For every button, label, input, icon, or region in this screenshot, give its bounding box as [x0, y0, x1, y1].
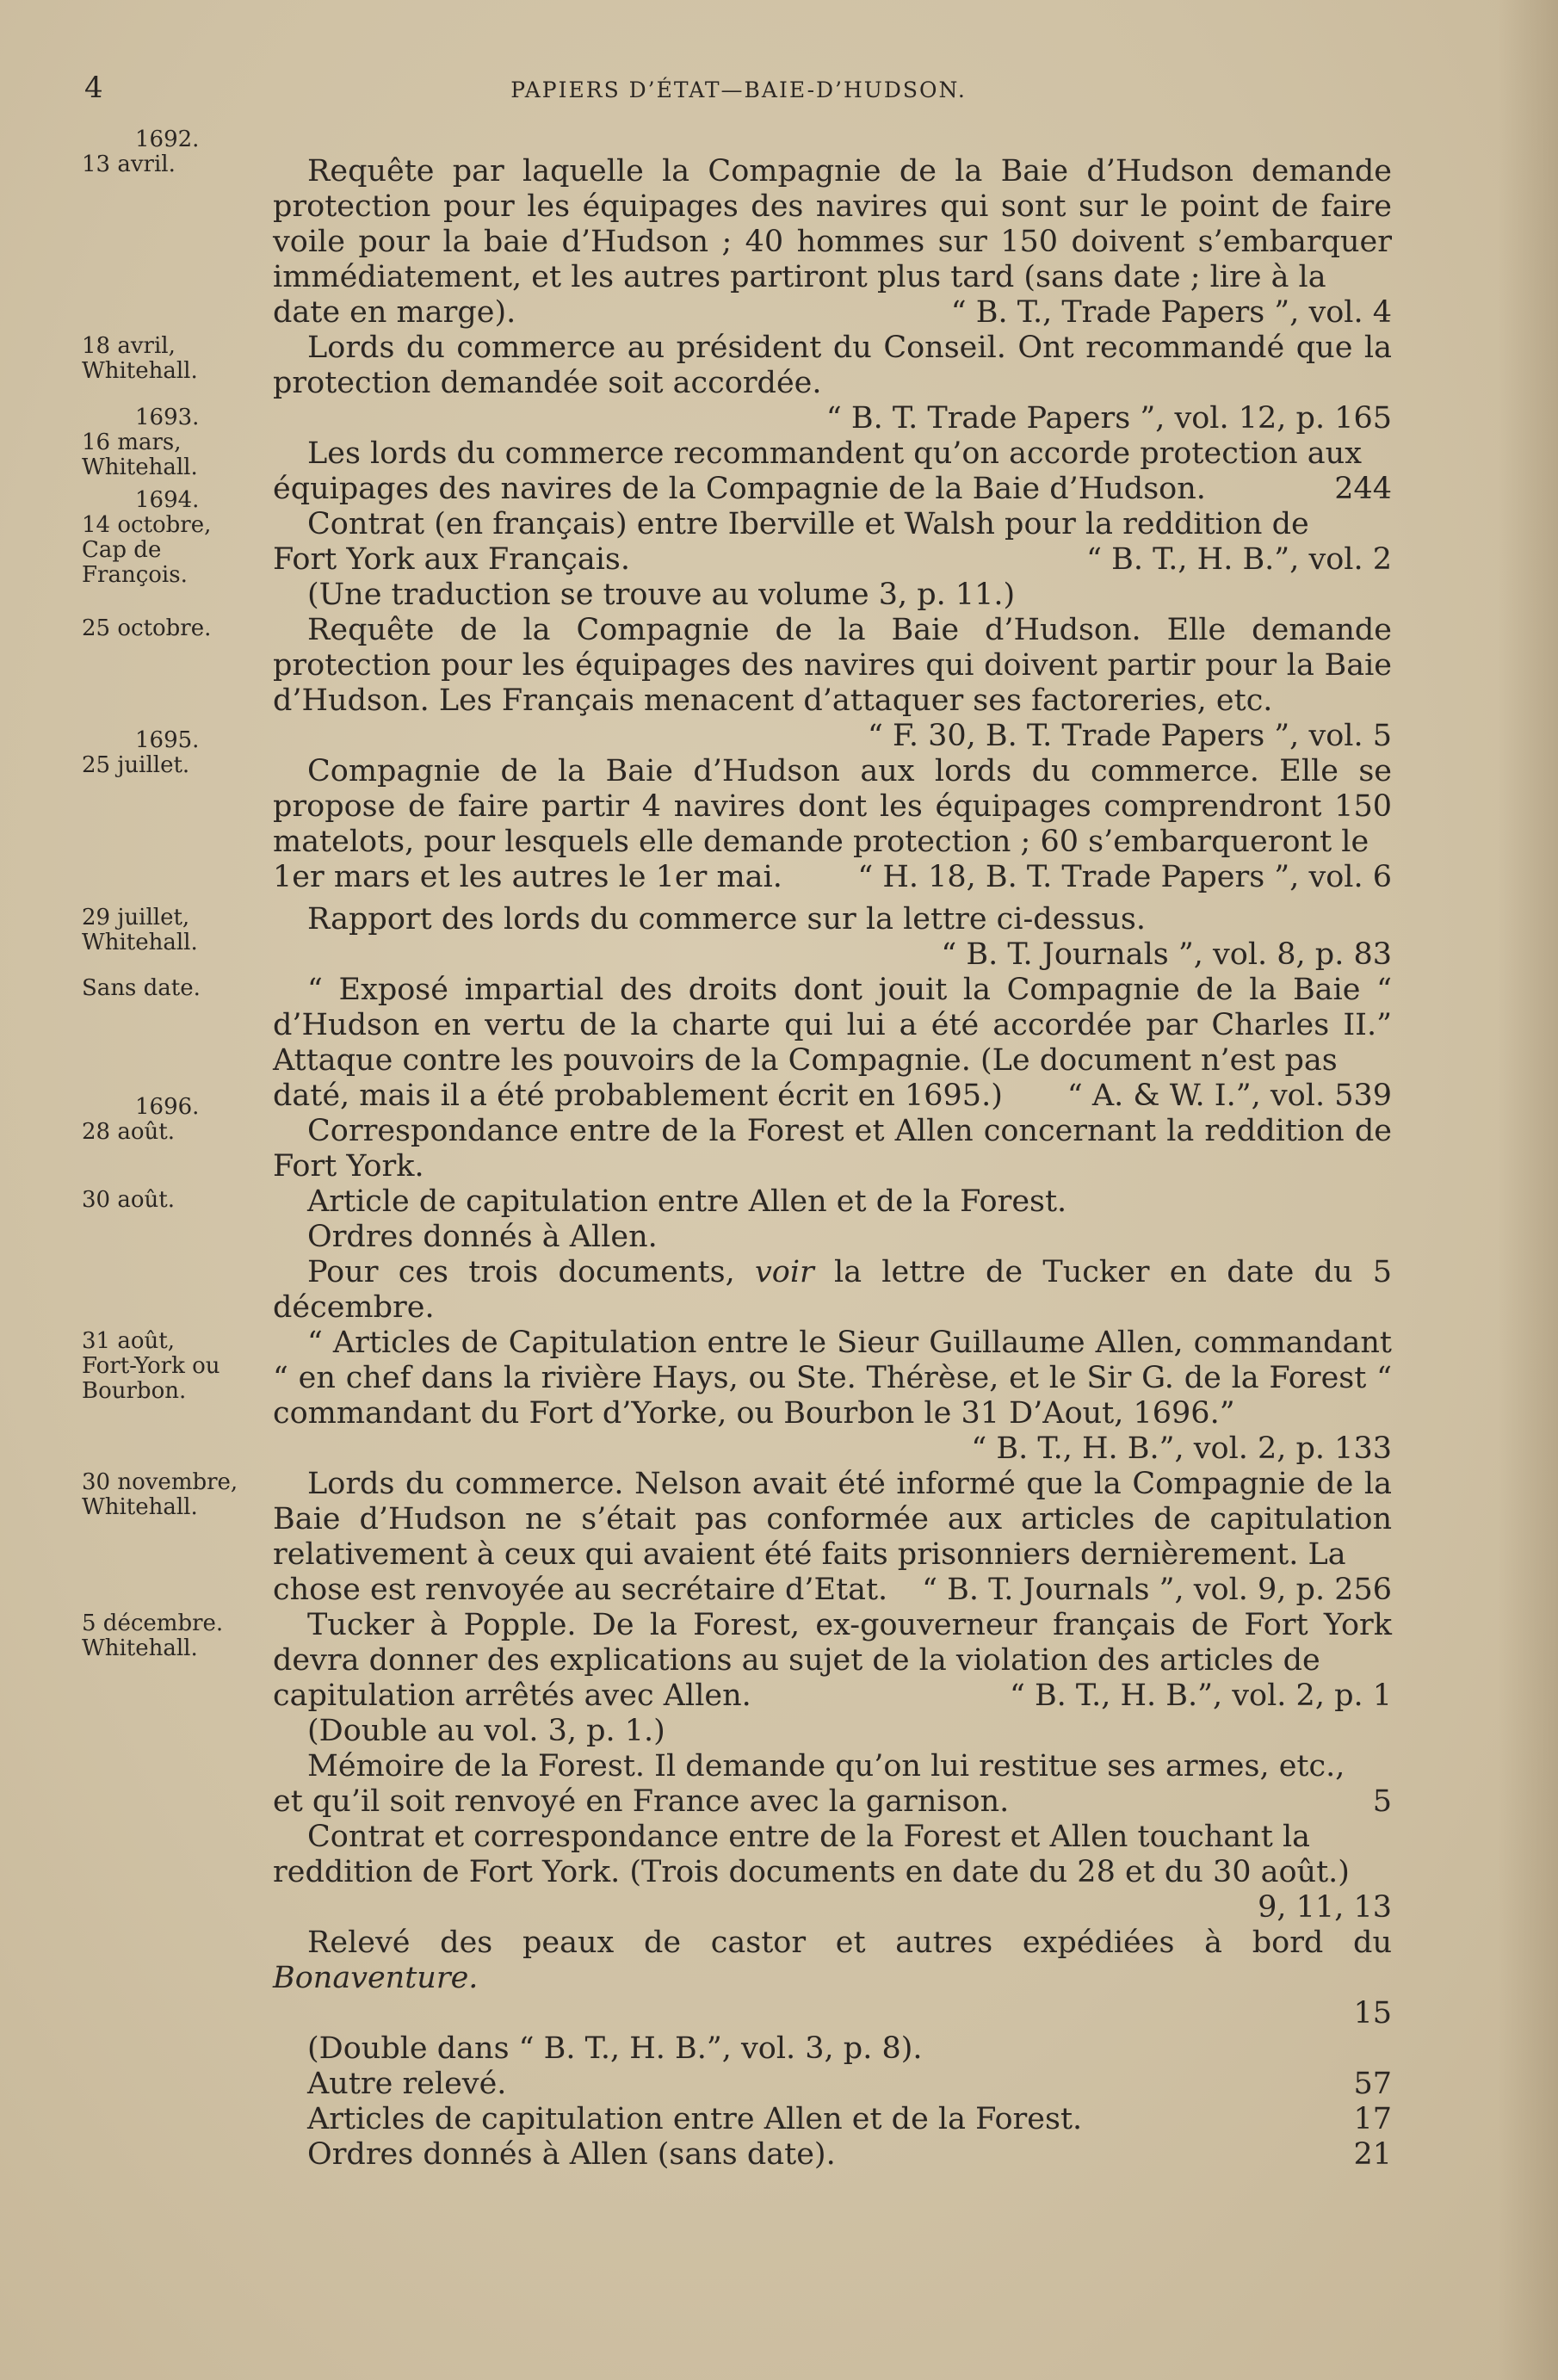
continuation-text: Mémoire de la Forest. Il demande qu’on lui restitue ses armes, etc., — [307, 1749, 1345, 1783]
entry-text-block — [273, 507, 1392, 613]
margin-day: 25 octobre. — [82, 615, 212, 641]
entry-reference: “ A. & W. I.”, vol. 539 — [1066, 1079, 1392, 1113]
entry-tail-line — [273, 1573, 1392, 1608]
entry-tail-text: chose est renvoyée au secrétaire d’Etat. — [273, 1573, 888, 1607]
voir-before: Pour ces trois documents, — [307, 1255, 735, 1289]
final-line — [273, 2031, 1392, 2067]
margin-year: 1692. — [135, 127, 200, 152]
final-line-text: Ordres donnés à Allen (sans date). — [307, 2137, 836, 2172]
continuation-text: Contrat et correspondance entre de la Forest et Allen touchant la — [307, 1820, 1311, 1854]
entry-text: Article de capitulation entre Allen et de la Forest. — [307, 1184, 1067, 1219]
entry — [82, 613, 1399, 754]
entry-reference: “ B. T., H. B.”, vol. 2, p. 1 — [1009, 1678, 1392, 1713]
entry-reference: “ B. T., H. B.”, vol. 2 — [1086, 542, 1392, 577]
continuation-reference: 9, 11, 13 — [1258, 1890, 1392, 1925]
margin-place: Whitehall. — [82, 930, 198, 955]
entry-tail-line — [273, 472, 1392, 507]
entry-tail-text: daté, mais il a été probablement écrit en 1695.) — [273, 1079, 1003, 1113]
entry-tail-line — [273, 295, 1392, 331]
margin-date — [82, 616, 263, 641]
entry-note: (Double au vol. 3, p. 1.) — [307, 1714, 665, 1748]
entry-text-block — [273, 331, 1392, 436]
entry-note: (Une traduction se trouve au volume 3, p. 11.) — [307, 578, 1016, 612]
entry-tail-text: équipages des navires de la Compagnie de la Baie d’Hudson. — [273, 472, 1206, 506]
margin-place: Whitehall. — [82, 454, 198, 480]
margin-place: Cap de François. — [82, 537, 188, 588]
entry-text: Contrat (en français) entre Iberville et Walsh pour la reddition de — [307, 507, 1309, 541]
margin-date — [82, 127, 263, 177]
entry-tail-text: date en marge). — [273, 295, 516, 330]
margin-place: Fort-York ou Bourbon. — [82, 1353, 220, 1404]
margin-day: 18 avril, — [82, 333, 176, 359]
entry-text: Les lords du commerce recommandent qu’on accorde protection aux — [307, 436, 1362, 471]
voir-after: la lettre de Tucker en date du 5 décembre. — [273, 1255, 1392, 1325]
continuation-tail-text: et qu’il soit renvoyé en France avec la garnison. — [273, 1784, 1010, 1819]
page-edge-shadow — [1498, 0, 1558, 2380]
final-line-ref: 17 — [1353, 2102, 1392, 2136]
entry — [82, 129, 1399, 331]
entry-text-block — [273, 902, 1392, 973]
margin-day: 16 mars, — [82, 430, 182, 455]
final-line-text: Articles de capitulation entre Allen et de la Forest. — [307, 2102, 1083, 2136]
entry-tail-line — [273, 1079, 1392, 1114]
margin-date — [82, 728, 263, 778]
margin-day: 28 août. — [82, 1119, 175, 1145]
margin-day: 14 octobre, — [82, 512, 212, 538]
margin-date — [82, 405, 263, 480]
entry-tail-line — [273, 860, 1392, 895]
continuation-reference: 5 — [1372, 1784, 1392, 1819]
entry — [82, 1467, 1399, 1608]
entry-text-block — [273, 1467, 1392, 1608]
entry-tail-line — [273, 542, 1392, 578]
continuation-tail-text: reddition de Fort York. (Trois documents en date du 28 et du 30 août.) — [273, 1855, 1350, 1889]
margin-date — [82, 1470, 263, 1520]
entry-text: “ Exposé impartial des droits dont jouit la Compagnie de la Baie “ d’Hudson en vertu de la charte qui lui a été accordée par Charles II.” Attaque contre les pouvoirs de la Compagnie. (Le document n’est pas — [273, 973, 1392, 1078]
final-line-text: Autre relevé. — [307, 2067, 507, 2101]
margin-date — [82, 976, 263, 1001]
entry-text: Compagnie de la Baie d’Hudson aux lords du commerce. Elle se propose de faire partir 4 navires dont les équipages comprendront 150 matelots, pour lesquels elle demande protection ; 60 s’embarqueront le — [273, 754, 1392, 859]
margin-day: 30 novembre, — [82, 1469, 238, 1495]
entry-line: Ordres donnés à Allen. — [307, 1220, 658, 1254]
ship-name: Bonaventure. — [273, 1961, 479, 1995]
margin-year: 1693. — [135, 405, 200, 430]
margin-place: Whitehall. — [82, 1494, 198, 1520]
margin-day: 13 avril. — [82, 151, 176, 177]
entry — [82, 973, 1399, 1114]
entry — [82, 1326, 1399, 1467]
final-line — [273, 2067, 1392, 2102]
entry-text: Lords du commerce. Nelson avait été informé que la Compagnie de la Baie d’Hudson ne s’était pas conformée aux articles de capitulation relativement à ceux qui avaient été faits prisonniers dernièrement. La — [273, 1467, 1392, 1572]
margin-year: 1696. — [135, 1094, 200, 1120]
margin-day: 29 juillet, — [82, 905, 190, 930]
voir-word: voir — [754, 1255, 814, 1289]
margin-date — [82, 488, 263, 588]
margin-day: 31 août, — [82, 1328, 175, 1354]
entry-voir-line — [273, 1255, 1392, 1326]
margin-date — [82, 1329, 263, 1404]
entry-reference: “ B. T. Trade Papers ”, vol. 12, p. 165 — [825, 401, 1392, 436]
margin-date — [82, 1611, 263, 1661]
margin-place: Whitehall. — [82, 1635, 198, 1661]
page-number: 4 — [84, 71, 103, 105]
entry-text: Requête de la Compagnie de la Baie d’Hudson. Elle demande protection pour les équipages des navires qui doivent partir pour la Baie d’Hudson. Les Français menacent d’attaquer ses factoreries, etc. — [273, 613, 1392, 718]
entry-text: Lords du commerce au président du Conseil. Ont recommandé que la protection demandée soit accordée. — [273, 331, 1392, 400]
margin-day: 30 août. — [82, 1187, 175, 1213]
entry — [82, 1608, 1399, 2173]
entry-text: Tucker à Popple. De la Forest, ex-gouverneur français de Fort York devra donner des explications au sujet de la violation des articles de — [273, 1608, 1392, 1678]
entry-text-block — [273, 129, 1392, 331]
entry-tail-text: Fort York aux Français. — [273, 542, 631, 577]
entry — [82, 902, 1399, 973]
final-line — [273, 2102, 1392, 2137]
entry-reference: 244 — [1334, 472, 1392, 506]
margin-day: 25 juillet. — [82, 752, 190, 778]
document-body — [82, 129, 1399, 2173]
entry-reference: “ B. T., Trade Papers ”, vol. 4 — [950, 295, 1392, 330]
entry — [82, 1184, 1399, 1326]
entry-reference: “ B. T., H. B.”, vol. 2, p. 133 — [971, 1431, 1392, 1466]
margin-place: Whitehall. — [82, 358, 198, 384]
entry-text: “ Articles de Capitulation entre le Sieur Guillaume Allen, commandant “ en chef dans la rivière Hays, ou Ste. Thérèse, et le Sir G. de la Forest “ commandant du Fort d’Yorke, ou Bourbon le 31 D’Aout, 1696.” — [273, 1326, 1392, 1431]
margin-date — [82, 906, 263, 955]
running-title: PAPIERS D’ÉTAT—BAIE-D’HUDSON. — [510, 77, 967, 102]
entry-text: Correspondance entre de la Forest et Allen concernant la reddition de Fort York. — [273, 1114, 1392, 1184]
entry-text: Rapport des lords du commerce sur la lettre ci-dessus. — [307, 902, 1146, 937]
entry-text-block — [273, 754, 1392, 895]
entry-reference: “ H. 18, B. T. Trade Papers ”, vol. 6 — [857, 860, 1392, 894]
margin-year: 1694. — [135, 487, 200, 513]
final-line-ref: 57 — [1353, 2067, 1392, 2101]
entry-text-block — [273, 613, 1392, 754]
entry-text-block — [273, 1608, 1392, 2173]
entry-text-block — [273, 1184, 1392, 1326]
continuation-text-with-italic — [273, 1926, 1392, 1996]
margin-day: Sans date. — [82, 975, 201, 1001]
margin-date — [82, 334, 263, 384]
continuation-reference: 15 — [1353, 1996, 1392, 2031]
entry-reference: “ B. T. Journals ”, vol. 8, p. 83 — [941, 937, 1392, 972]
entry-reference: “ F. 30, B. T. Trade Papers ”, vol. 5 — [868, 719, 1392, 753]
margin-year: 1695. — [135, 727, 200, 753]
continuation-text: Relevé des peaux de castor et autres expédiées à bord du — [307, 1926, 1392, 1960]
entry-reference: “ B. T. Journals ”, vol. 9, p. 256 — [922, 1573, 1392, 1607]
margin-date — [82, 1188, 263, 1213]
entry — [82, 331, 1399, 436]
final-line-ref: 21 — [1353, 2137, 1392, 2172]
final-line-text: (Double dans “ B. T., H. B.”, vol. 3, p. 8). — [307, 2031, 923, 2066]
entry-text-block — [273, 973, 1392, 1114]
entry-text: Requête par laquelle la Compagnie de la Baie d’Hudson demande protection pour les équipages des navires qui sont sur le point de faire voile pour la baie d’Hudson ; 40 hommes sur 150 doivent s’embarquer immédiatement, et les autres partiront plus tard (sans date ; lire à la — [273, 154, 1392, 294]
entry-text-block — [273, 436, 1392, 507]
entry-text-block — [273, 1114, 1392, 1184]
entry-tail-text: capitulation arrêtés avec Allen. — [273, 1678, 751, 1713]
margin-date — [82, 1095, 263, 1145]
entry-text-block — [273, 1326, 1392, 1467]
entry-tail-line — [273, 1678, 1392, 1714]
page-header — [84, 71, 1393, 114]
continuation-tail-line — [273, 1784, 1392, 1820]
entry-tail-text: 1er mars et les autres le 1er mai. — [273, 860, 782, 894]
margin-day: 5 décembre. — [82, 1610, 224, 1636]
final-line — [273, 2137, 1392, 2173]
